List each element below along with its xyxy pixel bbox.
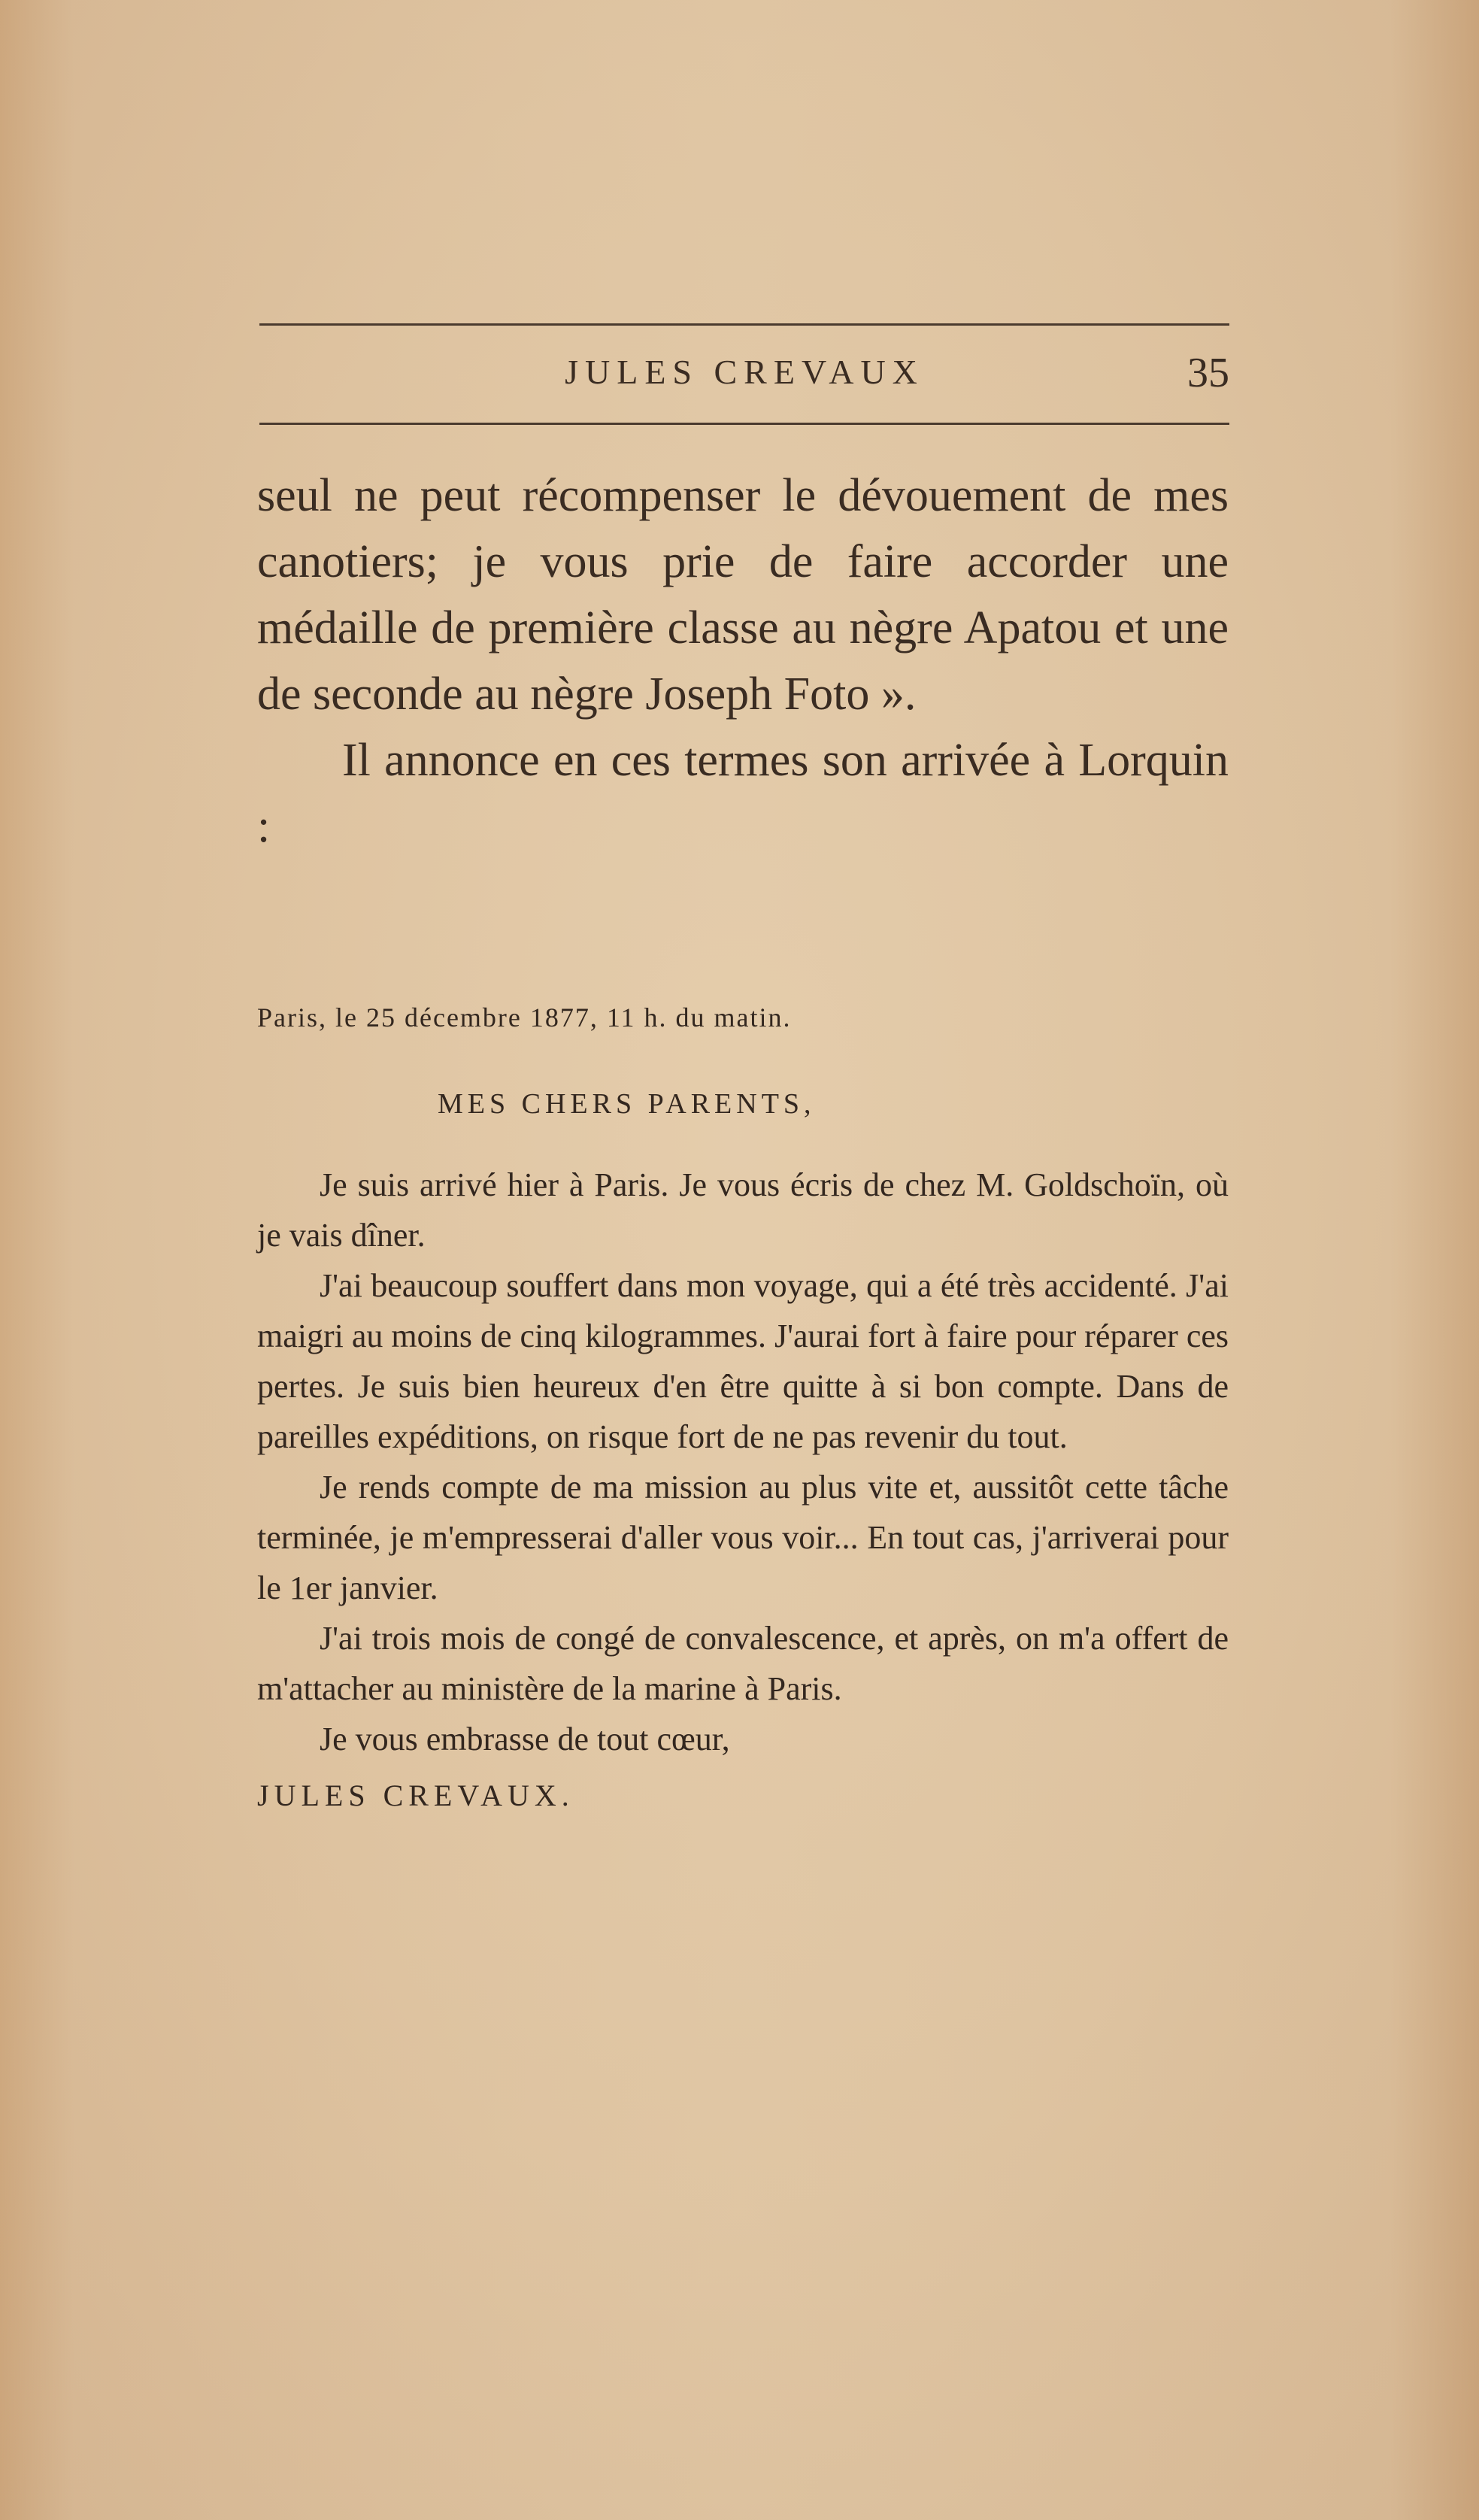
letter-paragraph: J'ai beaucoup souffert dans mon voyage, qui a été très accidenté. J'ai maigri au moins de cinq kilogrammes. J'aurai fort à faire pour réparer ces pertes. Je suis bien heureux d'en être quitte à si bon compte. Dans de pareilles expéditions, on risque fort de ne pas revenir du tout.: [257, 1267, 1229, 1455]
letter-closing: Je vous embrasse de tout cœur,: [320, 1721, 730, 1757]
letter-dateline: Paris, le 25 décembre 1877, 11 h. du matin.: [257, 1002, 792, 1033]
letter-paragraph: Je rends compte de ma mission au plus vite et, aussitôt cette tâche terminée, je m'empresserai d'aller vous voir... En tout cas, j'arriverai pour le 1er janvier.: [257, 1469, 1229, 1606]
letter-paragraph: Je suis arrivé hier à Paris. Je vous écris de chez M. Goldschoïn, où je vais dîner.: [257, 1166, 1229, 1254]
letter-paragraph: J'ai trois mois de congé de convalescence, et après, on m'a offert de m'attacher au ministère de la marine à Paris.: [257, 1620, 1229, 1707]
header-rule-bottom: [259, 423, 1229, 425]
body-paragraph: Il annonce en ces termes son arrivée à Lorquin :: [257, 735, 1229, 852]
page-number: 35: [1187, 350, 1229, 396]
body-paragraph: seul ne peut récompenser le dévouement de mes canotiers; je vous prie de faire accorder une médaille de première classe au nègre Apatou et une de seconde au nègre Joseph Foto ».: [257, 470, 1229, 720]
letter-signature: JULES CREVAUX.: [257, 1779, 574, 1812]
letter-salutation: MES CHERS PARENTS,: [438, 1088, 816, 1120]
header-rule-top: [259, 323, 1229, 326]
running-title: JULES CREVAUX: [565, 353, 924, 391]
quoted-letter: [257, 993, 1229, 1821]
running-head: [259, 352, 1229, 405]
body-text: [257, 462, 1229, 860]
